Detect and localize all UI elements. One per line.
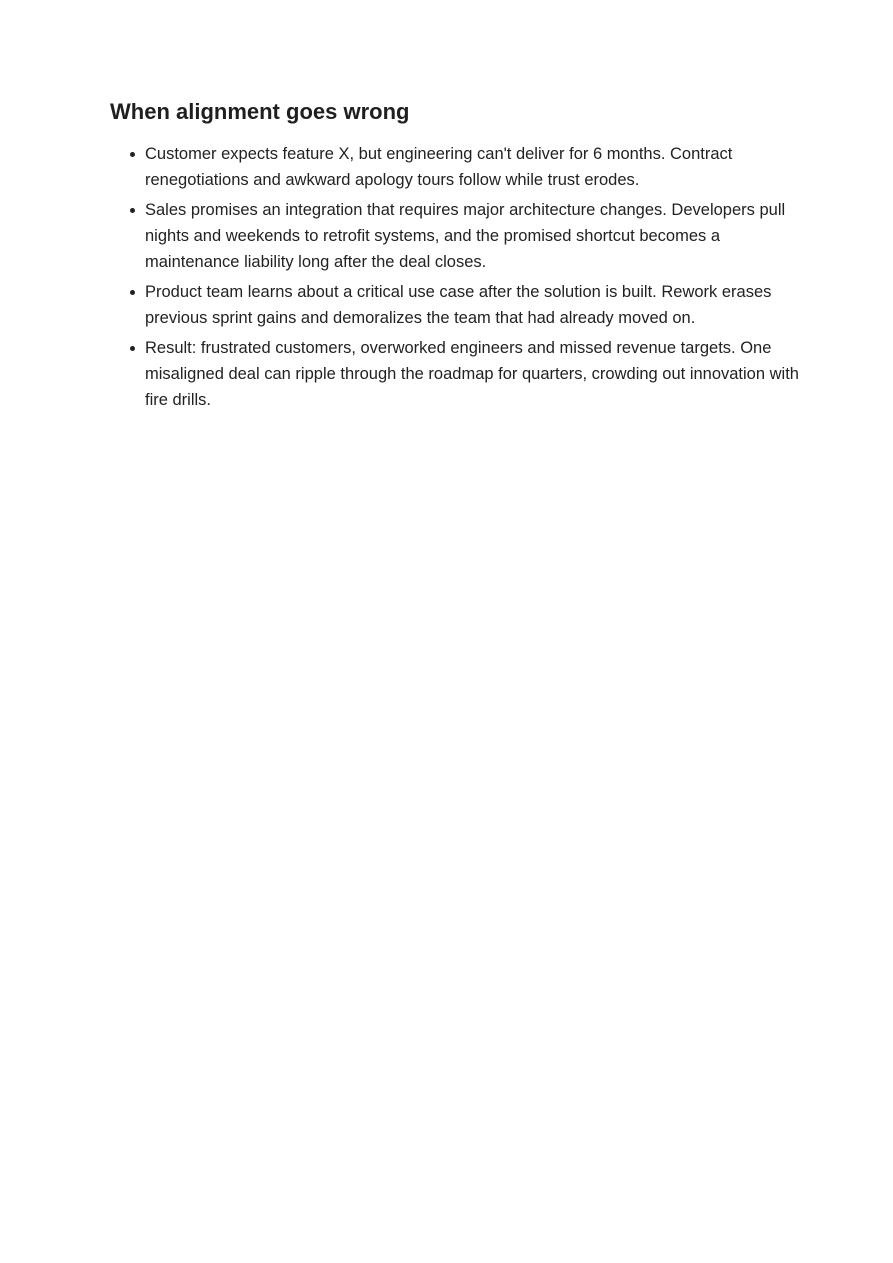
list-item [110,335,800,413]
list-item [110,197,800,275]
page-title: When alignment goes wrong [110,99,410,124]
bullet-icon [130,346,135,351]
list-item-text: Customer expects feature X, but engineering can't deliver for 6 months. Contract renegotiations and awkward apology tours follow while trust erodes. [145,145,733,189]
list-item [110,279,800,331]
list-item-text: Product team learns about a critical use case after the solution is built. Rework erases previous sprint gains and demoralizes the team that had already moved on. [145,283,772,327]
bullet-icon [130,290,135,295]
bullet-list [110,141,800,413]
document-body [110,97,800,417]
bullet-icon [130,208,135,213]
bullet-icon [130,152,135,157]
list-item-text: Result: frustrated customers, overworked engineers and missed revenue targets. One misaligned deal can ripple through the roadmap for quarters, crowding out innovation with fire drills. [145,339,799,409]
list-item [110,141,800,193]
list-item-text: Sales promises an integration that requires major architecture changes. Developers pull nights and weekends to retrofit systems, and the promised shortcut becomes a maintenance liability long after the deal closes. [145,201,786,271]
